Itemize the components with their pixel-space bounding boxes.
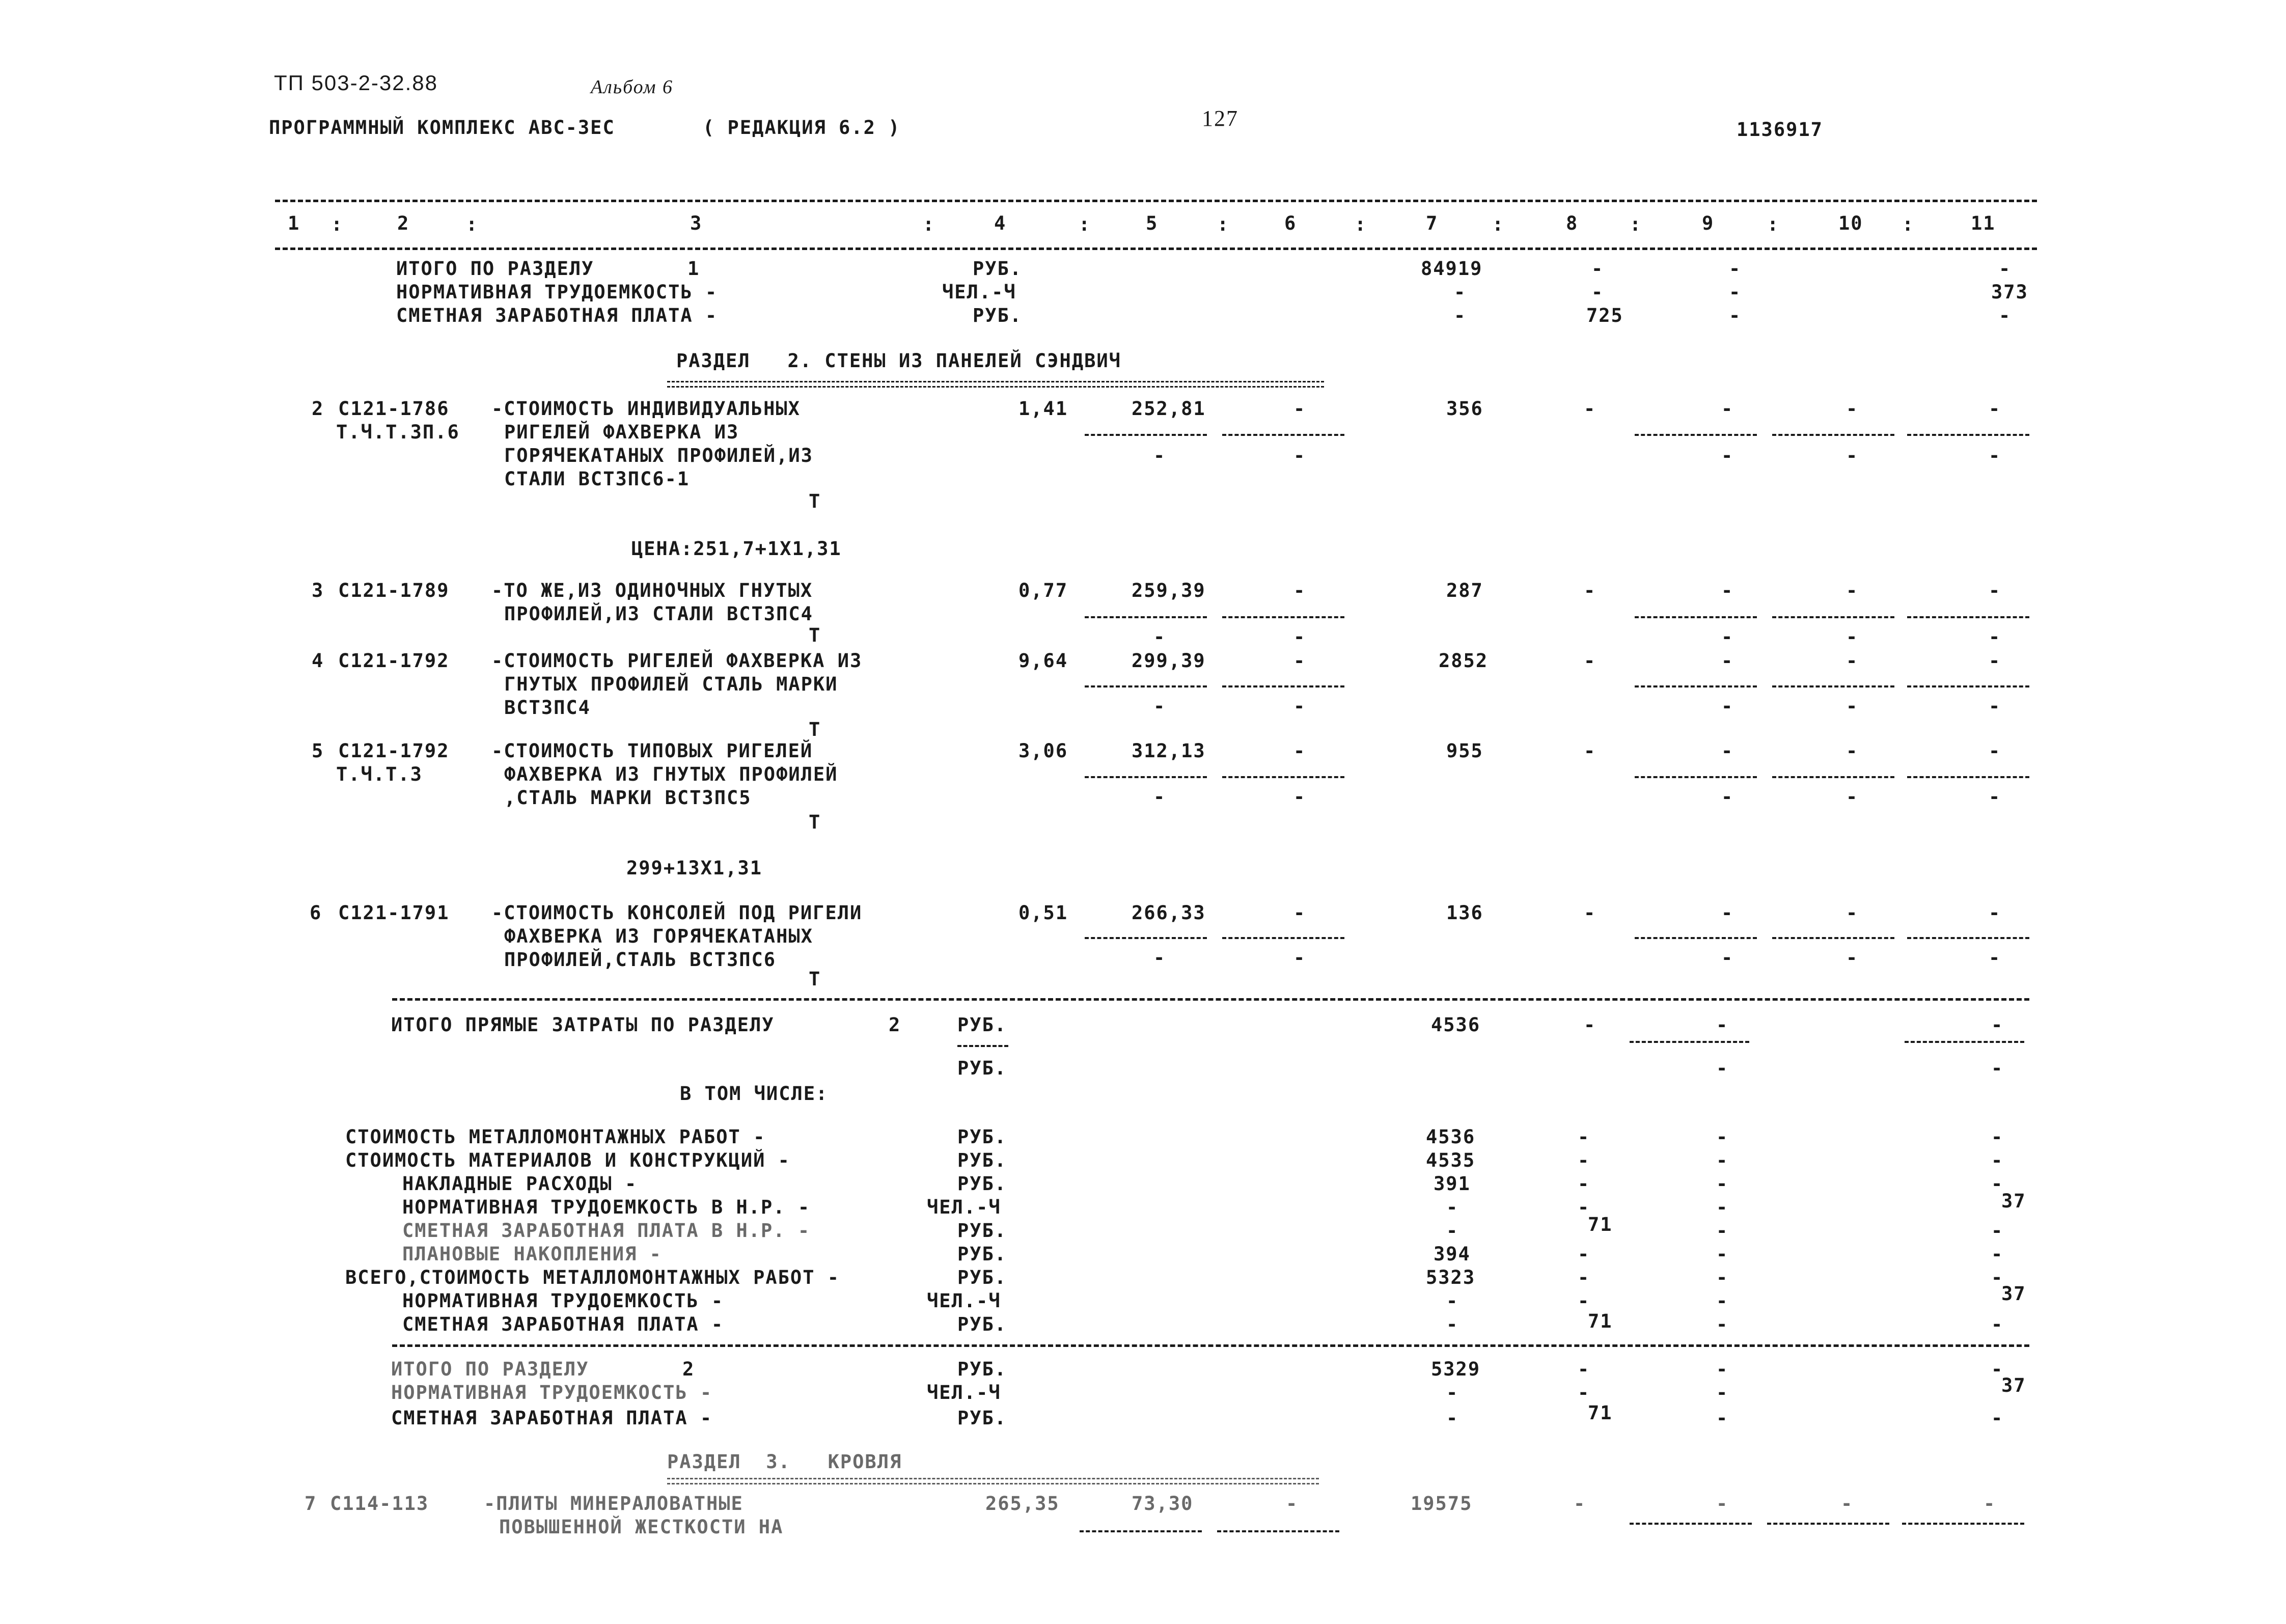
col-header-9: 9 (1702, 212, 1715, 234)
col-separator: : (1217, 213, 1230, 235)
row-6-t-mark: Т (809, 968, 821, 990)
row-5-rule-c6 (1222, 776, 1344, 778)
row-5-c6: - (1293, 740, 1306, 762)
col-header-5: 5 (1146, 212, 1159, 234)
s1-labor-c7: - (1454, 281, 1467, 303)
row-2-rule-c11 (1907, 434, 2029, 436)
col-header-2: 2 (397, 212, 410, 234)
s1-total-label: ИТОГО ПО РАЗДЕЛУ (396, 258, 594, 280)
row-6-rule-c10 (1772, 937, 1894, 939)
s1-labor-label: НОРМАТИВНАЯ ТРУДОЕМКОСТЬ - (396, 281, 718, 303)
s2-total-c9: - (1716, 1358, 1729, 1380)
breakdown-unit: РУБ. (957, 1173, 1007, 1195)
col-header-8: 8 (1566, 212, 1579, 234)
s2-total-c8: - (1578, 1358, 1590, 1380)
row-6-rule-c9 (1635, 937, 1757, 939)
row-7-rule-c9 (1630, 1523, 1752, 1525)
breakdown-c9: - (1716, 1220, 1729, 1242)
s1-wage-c8: 725 (1586, 305, 1623, 326)
row-4-c11: - (1989, 650, 2001, 672)
row-4-sub-c6: - (1293, 695, 1306, 717)
breakdown-c9: - (1716, 1173, 1729, 1195)
row-6-num: 6 (310, 902, 322, 924)
s2-wage-c11: - (1991, 1407, 2004, 1429)
row-6-code: С121-1791 (338, 902, 450, 924)
direct-costs-c11: - (1991, 1014, 2004, 1036)
row-2-rule-c9 (1635, 434, 1757, 436)
s1-total-c11: - (1999, 258, 2012, 280)
row-2-c10: - (1846, 398, 1859, 420)
row-5-rule-c10 (1772, 776, 1894, 778)
row-2-c9: - (1721, 398, 1734, 420)
section-2-totals-rule (392, 1344, 2029, 1347)
row-2-desc-2: РИГЕЛЕЙ ФАХВЕРКА ИЗ (504, 421, 739, 443)
row-5-price: 312,13 (1132, 740, 1206, 762)
row-4-qty: 9,64 (1018, 650, 1068, 672)
breakdown-label: СТОИМОСТЬ МАТЕРИАЛОВ И КОНСТРУКЦИЙ - (345, 1149, 790, 1171)
breakdown-c9: - (1716, 1196, 1729, 1218)
s1-wage-c7: - (1454, 305, 1467, 326)
row-5-c11: - (1989, 740, 2001, 762)
row-4-sub-c5: - (1153, 695, 1166, 717)
breakdown-unit: РУБ. (957, 1126, 1007, 1148)
row-4-desc-3: ВСТ3ПС4 (504, 697, 591, 719)
row-7-rule-c6 (1217, 1530, 1339, 1532)
row-3-c8: - (1584, 580, 1596, 601)
row-4-sub-c9: - (1721, 695, 1734, 717)
row-7-desc-2: ПОВЫШЕННОЙ ЖЕСТКОСТИ НА (499, 1516, 784, 1538)
s1-total-c9: - (1729, 258, 1742, 280)
breakdown-c11: - (1991, 1126, 2004, 1148)
row-2-desc-3: ГОРЯЧЕКАТАНЫХ ПРОФИЛЕЙ,ИЗ (504, 445, 813, 466)
row-2-c7: 356 (1446, 398, 1483, 420)
row-6-c6: - (1293, 902, 1306, 924)
row-3-t-mark: Т (809, 624, 821, 646)
page-number: 127 (1202, 106, 1238, 131)
header-rule-bottom (275, 247, 2037, 250)
breakdown-c8: 71 (1588, 1214, 1613, 1235)
row-2-c11: - (1989, 398, 2001, 420)
direct-costs-c8: - (1584, 1014, 1596, 1036)
row-4-rule-c11 (1907, 685, 2029, 687)
breakdown-label: СМЕТНАЯ ЗАРАБОТНАЯ ПЛАТА - (402, 1313, 724, 1335)
row-4-rule-c9 (1635, 685, 1757, 687)
breakdown-unit: РУБ. (957, 1243, 1007, 1265)
direct-costs-unit-2: РУБ. (957, 1057, 1007, 1079)
s1-labor-c11: 373 (1991, 281, 2028, 303)
s2-wage-label: СМЕТНАЯ ЗАРАБОТНАЯ ПЛАТА - (391, 1407, 713, 1429)
row-5-c8: - (1584, 740, 1596, 762)
row-2-sub-c11: - (1989, 445, 2001, 466)
row-3-c9: - (1721, 580, 1734, 601)
s2-labor-c11: 37 (2001, 1374, 2026, 1396)
document-id: ТП 503-2-32.88 (274, 71, 438, 95)
breakdown-c9: - (1716, 1267, 1729, 1288)
row-3-rule-c11 (1907, 616, 2029, 618)
s2-total-unit: РУБ. (957, 1358, 1007, 1380)
breakdown-label: СТОИМОСТЬ МЕТАЛЛОМОНТАЖНЫХ РАБОТ - (345, 1126, 766, 1148)
row-4-num: 4 (312, 650, 324, 672)
s2-total-c7: 5329 (1431, 1358, 1481, 1380)
row-4-desc-1: -СТОИМОСТЬ РИГЕЛЕЙ ФАХВЕРКА ИЗ (491, 650, 863, 672)
row-7-rule-c11 (1902, 1523, 2024, 1525)
row-5-desc-2: ФАХВЕРКА ИЗ ГНУТЫХ ПРОФИЛЕЙ (504, 763, 838, 785)
row-2-code2: Т.Ч.Т.3П.6 (336, 421, 460, 443)
row-5-code: С121-1792 (338, 740, 450, 762)
row-4-sub-c10: - (1846, 695, 1859, 717)
row-5-rule-c11 (1907, 776, 2029, 778)
col-header-7: 7 (1426, 212, 1439, 234)
row-5-sub-c6: - (1293, 786, 1306, 808)
breakdown-c11: - (1991, 1220, 2004, 1242)
row-3-rule-c6 (1222, 616, 1344, 618)
album-label: Альбом 6 (591, 76, 673, 98)
breakdown-c7: 391 (1434, 1173, 1471, 1195)
row-7-price: 73,30 (1132, 1493, 1194, 1515)
row-7-num: 7 (305, 1493, 317, 1515)
row-6-c10: - (1846, 902, 1859, 924)
breakdown-c7: - (1446, 1220, 1459, 1242)
s2-total-num: 2 (682, 1358, 695, 1380)
row-5-c7: 955 (1446, 740, 1483, 762)
breakdown-label: НОРМАТИВНАЯ ТРУДОЕМКОСТЬ В Н.Р. - (402, 1196, 811, 1218)
row-4-code: С121-1792 (338, 650, 450, 672)
row-2-c8: - (1584, 398, 1596, 420)
breakdown-c8: - (1578, 1290, 1590, 1312)
breakdown-label: НОРМАТИВНАЯ ТРУДОЕМКОСТЬ - (402, 1290, 724, 1312)
row-7-c11: - (1984, 1493, 1996, 1515)
breakdown-unit: РУБ. (957, 1149, 1007, 1171)
row-6-sub-c6: - (1293, 947, 1306, 969)
row-3-c6: - (1293, 580, 1306, 601)
program-name: ПРОГРАММНЫЙ КОМПЛЕКС АВС-3ЕС (269, 117, 615, 139)
row-5-code2: Т.Ч.Т.3 (336, 763, 423, 785)
breakdown-c9: - (1716, 1290, 1729, 1312)
col-header-6: 6 (1284, 212, 1297, 234)
row-5-sub-c9: - (1721, 786, 1734, 808)
row-2-sub-c6: - (1293, 445, 1306, 466)
row-4-rule-c5 (1085, 685, 1207, 687)
col-separator: : (923, 213, 935, 235)
col-separator: : (1767, 213, 1780, 235)
row-2-num: 2 (312, 398, 324, 420)
breakdown-c11: 37 (2001, 1190, 2026, 1212)
formula-a: ЦЕНА:251,7+1Х1,31 (631, 538, 842, 560)
row-4-c8: - (1584, 650, 1596, 672)
row-2-t-mark: Т (809, 490, 821, 512)
row-3-sub-c6: - (1293, 626, 1306, 648)
col-separator: : (1355, 213, 1367, 235)
breakdown-c7: - (1446, 1313, 1459, 1335)
s2-labor-unit: ЧЕЛ.-Ч (927, 1382, 1001, 1403)
col-separator: : (1630, 213, 1642, 235)
s2-total-label: ИТОГО ПО РАЗДЕЛУ (391, 1358, 589, 1380)
breakdown-c11: - (1991, 1149, 2004, 1171)
breakdown-c8: 71 (1588, 1310, 1613, 1332)
row-4-c6: - (1293, 650, 1306, 672)
breakdown-label: ПЛАНОВЫЕ НАКОПЛЕНИЯ - (402, 1243, 662, 1265)
s2-labor-c8: - (1578, 1382, 1590, 1403)
row-2-price: 252,81 (1132, 398, 1206, 420)
row-3-sub-c9: - (1721, 626, 1734, 648)
direct-costs-c11-rule (1905, 1041, 2024, 1043)
breakdown-c7: 5323 (1426, 1267, 1476, 1288)
row-4-rule-c10 (1772, 685, 1894, 687)
breakdown-label: НАКЛАДНЫЕ РАСХОДЫ - (402, 1173, 638, 1195)
row-3-c10: - (1846, 580, 1859, 601)
col-separator: : (466, 213, 479, 235)
row-5-desc-1: -СТОИМОСТЬ ТИПОВЫХ РИГЕЛЕЙ (491, 740, 813, 762)
row-4-rule-c6 (1222, 685, 1344, 687)
row-3-sub-c11: - (1989, 626, 2001, 648)
s2-wage-unit: РУБ. (957, 1407, 1007, 1429)
row-5-c9: - (1721, 740, 1734, 762)
row-6-c8: - (1584, 902, 1596, 924)
row-5-num: 5 (312, 740, 324, 762)
row-7-c8: - (1574, 1493, 1586, 1515)
breakdown-c7: 4535 (1426, 1149, 1476, 1171)
breakdown-c8: - (1578, 1126, 1590, 1148)
row-6-sub-c5: - (1153, 947, 1166, 969)
col-separator: : (1079, 213, 1091, 235)
row-7-desc-1: -ПЛИТЫ МИНЕРАЛОВАТНЫЕ (484, 1493, 743, 1515)
breakdown-c9: - (1716, 1243, 1729, 1265)
row-3-price: 259,39 (1132, 580, 1206, 601)
row-3-code: С121-1789 (338, 580, 450, 601)
s1-labor-c9: - (1729, 281, 1742, 303)
s1-total-c7: 84919 (1421, 258, 1483, 280)
col-separator: : (1492, 213, 1505, 235)
s1-wage-unit: РУБ. (973, 305, 1023, 326)
row-6-sub-c10: - (1846, 947, 1859, 969)
direct-costs-c9: - (1716, 1014, 1729, 1036)
row-5-c10: - (1846, 740, 1859, 762)
row-2-rule-c5 (1085, 434, 1207, 436)
row-4-c7: 2852 (1439, 650, 1489, 672)
row-6-price: 266,33 (1132, 902, 1206, 924)
row-5-desc-3: ,СТАЛЬ МАРКИ ВСТ3ПС5 (504, 787, 752, 809)
row-2-desc-1: -СТОИМОСТЬ ИНДИВИДУАЛЬНЫХ (491, 398, 801, 420)
row-2-sub-c9: - (1721, 445, 1734, 466)
row-6-desc-2: ФАХВЕРКА ИЗ ГОРЯЧЕКАТАНЫХ (504, 925, 813, 947)
row-3-rule-c10 (1772, 616, 1894, 618)
breakdown-c11: - (1991, 1173, 2004, 1195)
col-header-1: 1 (288, 212, 300, 234)
row-7-c10: - (1841, 1493, 1854, 1515)
row-4-c10: - (1846, 650, 1859, 672)
s2-total-c11: - (1991, 1358, 2004, 1380)
breakdown-c9: - (1716, 1313, 1729, 1335)
row-5-sub-c5: - (1153, 786, 1166, 808)
row-6-qty: 0,51 (1018, 902, 1068, 924)
row-7-c6: - (1286, 1493, 1299, 1515)
header-rule-top (275, 200, 2037, 202)
row-6-sub-c9: - (1721, 947, 1734, 969)
including-label: В ТОМ ЧИСЛЕ: (680, 1083, 829, 1105)
breakdown-c8: - (1578, 1149, 1590, 1171)
breakdown-unit: ЧЕЛ.-Ч (927, 1196, 1001, 1218)
direct-costs-sub-c11: - (1991, 1057, 2004, 1079)
breakdown-unit: РУБ. (957, 1220, 1007, 1242)
row-6-c11: - (1989, 902, 2001, 924)
row-6-c9: - (1721, 902, 1734, 924)
row-3-num: 3 (312, 580, 324, 601)
row-5-sub-c10: - (1846, 786, 1859, 808)
row-3-rule-c9 (1635, 616, 1757, 618)
direct-costs-num: 2 (889, 1014, 901, 1036)
s2-labor-label: НОРМАТИВНАЯ ТРУДОЕМКОСТЬ - (391, 1382, 713, 1403)
s1-total-num: 1 (687, 258, 700, 280)
program-edition: ( РЕДАКЦИЯ 6.2 ) (703, 117, 901, 139)
direct-costs-label: ИТОГО ПРЯМЫЕ ЗАТРАТЫ ПО РАЗДЕЛУ (391, 1014, 775, 1036)
row-6-rule-c5 (1085, 937, 1207, 939)
breakdown-unit: ЧЕЛ.-Ч (927, 1290, 1001, 1312)
row-3-sub-c10: - (1846, 626, 1859, 648)
direct-costs-c9-rule (1630, 1041, 1749, 1043)
col-header-11: 11 (1971, 212, 1996, 234)
row-3-c7: 287 (1446, 580, 1483, 601)
direct-costs-unit-1: РУБ. (957, 1014, 1007, 1036)
col-separator: : (331, 213, 344, 235)
row-7-c7: 19575 (1411, 1493, 1473, 1515)
col-header-10: 10 (1838, 212, 1863, 234)
breakdown-c11: - (1991, 1243, 2004, 1265)
s1-total-unit: РУБ. (973, 258, 1023, 280)
row-2-rule-c10 (1772, 434, 1894, 436)
s2-wage-c9: - (1716, 1407, 1729, 1429)
row-4-price: 299,39 (1132, 650, 1206, 672)
breakdown-c7: - (1446, 1196, 1459, 1218)
row-5-t-mark: Т (809, 811, 821, 833)
direct-costs-unit-rule (957, 1045, 1008, 1047)
col-separator: : (1902, 213, 1915, 235)
row-3-rule-c5 (1085, 616, 1207, 618)
s1-labor-c8: - (1591, 281, 1604, 303)
row-2-qty: 1,41 (1018, 398, 1068, 420)
row-7-rule-c5 (1080, 1530, 1202, 1532)
section-3-title: РАЗДЕЛ 3. КРОВЛЯ (667, 1451, 902, 1473)
breakdown-c11: 37 (2001, 1283, 2026, 1305)
row-2-code: С121-1786 (338, 398, 450, 420)
row-6-desc-3: ПРОФИЛЕЙ,СТАЛЬ ВСТ3ПС6 (504, 949, 777, 971)
row-2-sub-c10: - (1846, 445, 1859, 466)
row-5-sub-c11: - (1989, 786, 2001, 808)
col-header-3: 3 (690, 212, 703, 234)
breakdown-c7: 394 (1434, 1243, 1471, 1265)
breakdown-c8: - (1578, 1173, 1590, 1195)
row-4-c9: - (1721, 650, 1734, 672)
row-5-qty: 3,06 (1018, 740, 1068, 762)
direct-costs-c7: 4536 (1431, 1014, 1481, 1036)
row-3-c11: - (1989, 580, 2001, 601)
row-6-sub-c11: - (1989, 947, 2001, 969)
row-4-t-mark: Т (809, 719, 821, 740)
s1-total-c8: - (1591, 258, 1604, 280)
s2-wage-c7: - (1446, 1407, 1459, 1429)
breakdown-unit: РУБ. (957, 1267, 1007, 1288)
section-3-underline (667, 1478, 1319, 1484)
breakdown-label: ВСЕГО,СТОИМОСТЬ МЕТАЛЛОМОНТАЖНЫХ РАБОТ - (345, 1267, 840, 1288)
row-5-rule-c5 (1085, 776, 1207, 778)
breakdown-label: СМЕТНАЯ ЗАРАБОТНАЯ ПЛАТА В Н.Р. - (402, 1220, 811, 1242)
s2-labor-c9: - (1716, 1382, 1729, 1403)
breakdown-c8: - (1578, 1267, 1590, 1288)
row-6-desc-1: -СТОИМОСТЬ КОНСОЛЕЙ ПОД РИГЕЛИ (491, 902, 863, 924)
breakdown-c9: - (1716, 1126, 1729, 1148)
s1-wage-c9: - (1729, 305, 1742, 326)
row-6-rule-c11 (1907, 937, 2029, 939)
breakdown-unit: РУБ. (957, 1313, 1007, 1335)
row-6-c7: 136 (1446, 902, 1483, 924)
direct-costs-rule (392, 998, 2029, 1001)
section-2-underline (667, 381, 1324, 388)
breakdown-c7: 4536 (1426, 1126, 1476, 1148)
row-4-sub-c11: - (1989, 695, 2001, 717)
breakdown-c9: - (1716, 1149, 1729, 1171)
breakdown-c11: - (1991, 1267, 2004, 1288)
breakdown-c8: - (1578, 1196, 1590, 1218)
row-3-desc-2: ПРОФИЛЕЙ,ИЗ СТАЛИ ВСТ3ПС4 (504, 603, 813, 625)
s1-labor-unit: ЧЕЛ.-Ч (942, 281, 1016, 303)
row-7-qty: 265,35 (985, 1493, 1060, 1515)
breakdown-c11: - (1991, 1313, 2004, 1335)
row-5-rule-c9 (1635, 776, 1757, 778)
row-2-sub-c5: - (1153, 445, 1166, 466)
s1-wage-c11: - (1999, 305, 2012, 326)
direct-costs-sub-c9: - (1716, 1057, 1729, 1079)
col-header-4: 4 (994, 212, 1007, 234)
row-2-desc-4: СТАЛИ ВСТ3ПС6-1 (504, 468, 690, 490)
row-2-rule-c6 (1222, 434, 1344, 436)
breakdown-c8: - (1578, 1243, 1590, 1265)
row-4-desc-2: ГНУТЫХ ПРОФИЛЕЙ СТАЛЬ МАРКИ (504, 673, 838, 695)
section-2-title: РАЗДЕЛ 2. СТЕНЫ ИЗ ПАНЕЛЕЙ СЭНДВИЧ (676, 350, 1121, 372)
row-7-code: С114-113 (330, 1493, 429, 1515)
formula-b: 299+13Х1,31 (626, 857, 763, 879)
row-3-qty: 0,77 (1018, 580, 1068, 601)
document-code: 1136917 (1737, 119, 1823, 141)
row-7-c9: - (1716, 1493, 1729, 1515)
s1-wage-label: СМЕТНАЯ ЗАРАБОТНАЯ ПЛАТА - (396, 305, 718, 326)
row-7-rule-c10 (1767, 1523, 1889, 1525)
breakdown-c7: - (1446, 1290, 1459, 1312)
s2-wage-c8: 71 (1588, 1402, 1613, 1424)
row-6-rule-c6 (1222, 937, 1344, 939)
row-3-desc-1: -ТО ЖЕ,ИЗ ОДИНОЧНЫХ ГНУТЫХ (491, 580, 813, 601)
row-2-c6: - (1293, 398, 1306, 420)
row-3-sub-c5: - (1153, 626, 1166, 648)
s2-labor-c7: - (1446, 1382, 1459, 1403)
